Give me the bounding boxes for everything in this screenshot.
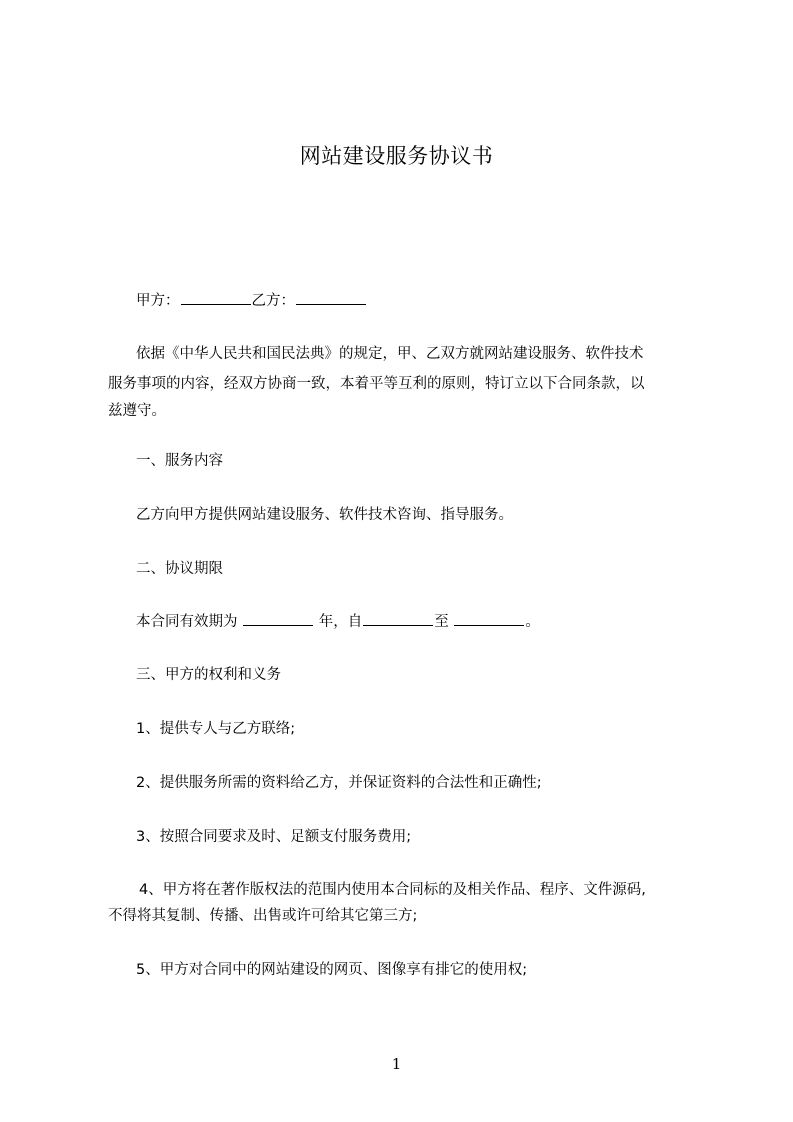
term-to-text: 至 [434,614,449,630]
parties-line [136,290,367,311]
term-prefix: 本合同有效期为 [136,614,238,630]
term-end-punct: 。 [525,614,540,630]
party-a-blank[interactable] [181,290,251,305]
term-years-blank[interactable] [243,611,313,626]
section-3-heading: 三、甲方的权利和义务 [136,667,281,683]
section-3-item-3: 3、按照合同要求及时、足额支付服务费用; [136,829,412,845]
section-3-item-5: 5、甲方对合同中的网站建设的网页、图像享有排它的使用权; [136,962,528,978]
document-title: 网站建设服务协议书 [299,144,494,168]
term-start-blank[interactable] [363,611,433,626]
section-3-item-4-line-2: 不得将其复制、传播、出售或许可给其它第三方; [108,908,418,924]
preamble-line-1: 依据《中华人民共和国民法典》的规定，甲、乙双方就网站建设服务、软件技术 [136,346,644,362]
term-line [136,611,540,632]
party-b-label: 乙方： [251,293,295,309]
page-number: 1 [391,1055,402,1073]
preamble-line-3: 兹遵守。 [108,403,166,419]
section-3-item-4-line-1: 4、甲方将在著作版权法的范围内使用本合同标的及相关作品、程序、文件源码, [139,882,646,898]
section-3-item-1: 1、提供专人与乙方联络; [136,721,296,737]
term-year-text: 年，自 [318,614,363,630]
party-b-blank[interactable] [296,290,366,305]
section-1-body: 乙方向甲方提供网站建设服务、软件技术咨询、指导服务。 [136,507,513,523]
party-a-label: 甲方： [136,293,180,309]
section-1-heading: 一、服务内容 [136,453,223,469]
section-2-heading: 二、协议期限 [136,561,223,577]
preamble-line-2: 服务事项的内容，经双方协商一致，本着平等互利的原则，特订立以下合同条款，以 [108,376,645,392]
section-3-item-2: 2、提供服务所需的资料给乙方，并保证资料的合法性和正确性; [136,775,542,791]
term-end-blank[interactable] [454,611,524,626]
